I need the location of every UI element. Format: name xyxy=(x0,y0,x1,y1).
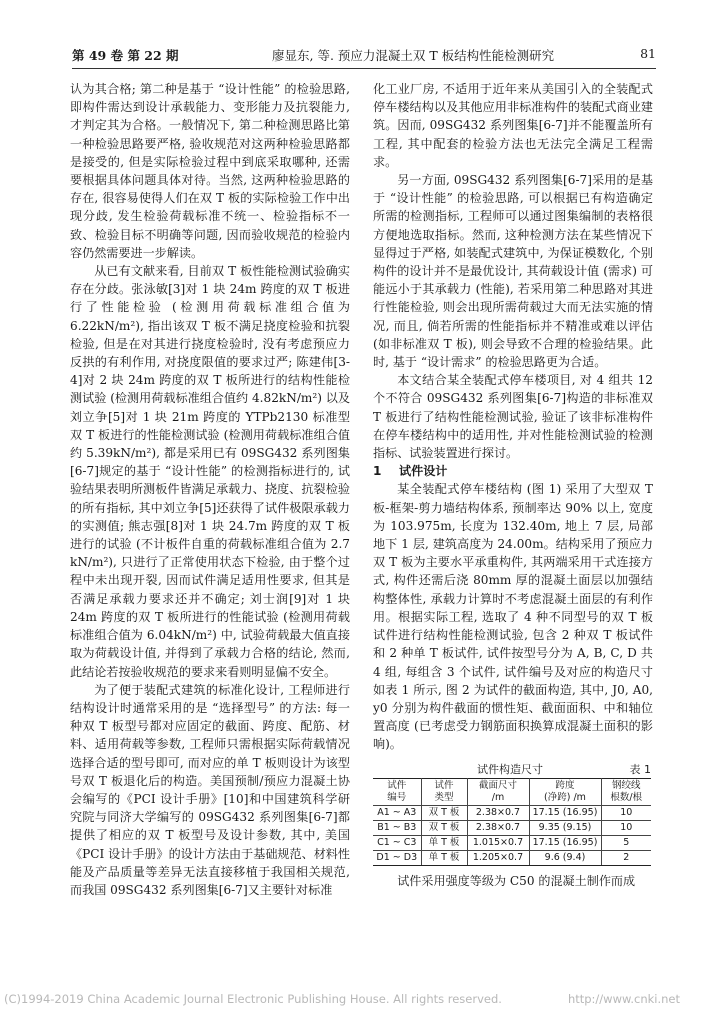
table-header-cell: 试件 编号 xyxy=(373,778,421,805)
table-row xyxy=(373,850,651,865)
table-cell: D1 ~ D3 xyxy=(373,850,421,865)
section-heading xyxy=(373,462,653,480)
table-cell: 10 xyxy=(601,805,651,820)
paragraph: 另一方面, 09SG432 系列图集[6-7]采用的是基于 “设计性能” 的检验思路, 可以根据已有构造确定所需的检测指标, 工程师可以通过图集编制的表格很方便地选取指标。然而, 这种检测方法在某些情况下显得过于严格, 如装配式建筑中, 为保证模数化, 个别构件的设计并不是最优设计, 其荷载设计值 (需求) 可能远小于其承载力 (性能), 若采用第二种思路对其进行性能检验, 则会出现所需荷载过大而无法实施的情况, 而且, 倘若所需的性能指标并不精准或难以评估 (如非标准双 T 板), 则会导致不合理的检验结果。此时, 基于 “设计需求” 的检验思路更为合适。 xyxy=(373,173,653,370)
paragraph: 试件采用强度等级为 C50 的混凝土制作而成 xyxy=(397,873,636,888)
table-row xyxy=(373,805,651,820)
table-cell: 10 xyxy=(601,820,651,835)
table-header-row xyxy=(373,778,651,805)
table-header-cell: 跨度 (净跨) /m xyxy=(529,778,601,805)
cnki-footer xyxy=(0,990,724,1010)
table-cell: 双 T 板 xyxy=(421,805,467,820)
footer-url[interactable]: http://www.cnki.net xyxy=(567,992,680,1006)
running-title: 廖显东, 等. 预应力混凝土双 T 板结构性能检测研究 xyxy=(272,48,555,63)
table-label: 表 1 xyxy=(629,762,651,776)
table-cell: 17.15 (16.95) xyxy=(529,805,601,820)
table-header-cell: 截面尺寸 /m xyxy=(467,778,529,805)
section-number: 1 xyxy=(373,464,382,479)
copyright-notice: (C)1994-2019 China Academic Journal Electronic Publishing House. All rights reserved. xyxy=(4,992,502,1006)
table-cell: 17.15 (16.95) xyxy=(529,835,601,850)
paragraph: 为了便于装配式建筑的标准化设计, 工程师进行结构设计时通常采用的是 “选择型号” 的方法: 每一种双 T 板型号都对应固定的截面、跨度、配筋、材料、适用荷载等参数, 工程师只需根据实际荷载情况选择合适的型号即可, 而对应的单 T 板则设计为该型号双 T 板退化后的构造。美国预制/预应力混凝土协会编写的《PCI 设计手册》[10]和中国建筑科学研究院与同济大学编写的 09SG432 系列图集[6-7]都提供了相应的双 T 板型号及设计参数, 其中, 美国《PCI 设计手册》的设计方法由于基础规范、材料性能及产品质量等差异无法直接移植于我国相关规范, 而我国 09SG432 系列图集[6-7]又主要针对标准 xyxy=(70,682,350,897)
table-cell: 2 xyxy=(601,850,651,865)
header-rule xyxy=(72,68,656,69)
table-row xyxy=(373,835,651,850)
table-cell: 5 xyxy=(601,835,651,850)
table-cell: 1.015×0.7 xyxy=(467,835,529,850)
table-cell: A1 ~ A3 xyxy=(373,805,421,820)
table-cell: 9.35 (9.15) xyxy=(529,820,601,835)
left-column xyxy=(70,80,350,899)
table-header-cell: 试件 类型 xyxy=(421,778,467,805)
paragraph: 从已有文献来看, 目前双 T 板性能检测试验确实存在分歧。张泳敏[3]对 1 块 24m 跨度的双 T 板进行了性能检验 (检测用荷载标准组合值为 6.22kN/m²), 指出该双 T 板不满足挠度检验和抗裂检验, 但是在对其进行挠度检验时, 没有考虑预应力反拱的有利作用, 对挠度限值的要求过严; 陈建伟[3-4]对 2 块 24m 跨度的双 T 板所进行的结构性能检测试验 (检测用荷载标准组合值约 4.82kN/m²) 以及刘立争[5]对 1 块 21m 跨度的 YTPb2130 标准型双 T 板进行的性能检测试验 (检测用荷载标准组合值约 5.39kN/m²), 都是采用已有 09SG432 系列图集[6-7]规定的基于 “设计性能” 的检测指标进行的, 试验结果表明所测板件皆满足承载力、挠度、抗裂检验的所有指标, 其中刘立争[5]还获得了试件极限承载力的实测值; 熊志强[8]对 1 块 24.7m 跨度的双 T 板进行的试验 (不计板件自重的荷载标准组合值为 2.7 kN/m²), 只进行了正常使用状态下检验, 由于整个过程中未出现开裂, 因而试件满足适用性要求, 但其是否满足承载力要求还并不确定; 刘士润[9]对 1 块 24m 跨度的双 T 板所进行的性能试验 (检测用荷载标准组合值为 6.04kN/m²) 中, 试验荷载最大值直接取为荷载设计值, 并得到了承载力合格的结论, 然而, 此结论若按验收规范的要求来看则明显偏不安全。 xyxy=(70,264,350,679)
specimen-table xyxy=(373,778,651,866)
table-caption xyxy=(373,758,653,778)
table-cell: C1 ~ C3 xyxy=(373,835,421,850)
paragraph: 本文结合某全装配式停车楼项目, 对 4 组共 12 个不符合 09SG432 系列图集[6-7]构造的非标准双 T 板进行了结构性能检测试验, 验证了该非标准构件在停车楼结构中的适用性, 并对性能检测试验的检测指标、试验装置进行探讨。 xyxy=(373,373,653,461)
right-column xyxy=(373,80,653,890)
table-cell: 单 T 板 xyxy=(421,850,467,865)
paragraph: 认为其合格; 第二种是基于 “设计性能” 的检验思路, 即构件需达到设计承载能力、变形能力及抗裂能力, 才判定其为合格。一般情况下, 第二种检测思路比第一种检验思路要严格, 验收规范对这两种检验思路都是接受的, 但是实际检验过程中到底采取哪种, 还需要根据具体问题具体对待。当然, 这两种检验思路的存在, 很容易使得人们在双 T 板的实际检验工作中出现分歧, 发生检验荷载标准不统一、检验指标不一致、检验目标不明确等问题, 因而验收规范的检验内容仍然需要进一步解读。 xyxy=(70,82,350,260)
paragraph: 化工业厂房, 不适用于近年来从美国引入的全装配式停车楼结构以及其他应用非标准构件的装配式商业建筑。因而, 09SG432 系列图集[6-7]并不能覆盖所有工程, 其中配套的检验方法也无法完全满足工程需求。 xyxy=(373,82,653,169)
table-cell: 2.38×0.7 xyxy=(467,805,529,820)
table-title: 试件构造尺寸 xyxy=(477,762,543,776)
table-cell: 单 T 板 xyxy=(421,835,467,850)
table-cell: 1.205×0.7 xyxy=(467,850,529,865)
page-number: 81 xyxy=(640,46,656,61)
journal-volume-issue: 第 49 卷 第 22 期 xyxy=(72,48,179,63)
table-cell: 双 T 板 xyxy=(421,820,467,835)
table-row xyxy=(373,820,651,835)
running-header xyxy=(72,40,656,66)
table-cell: 2.38×0.7 xyxy=(467,820,529,835)
table-cell: B1 ~ B3 xyxy=(373,820,421,835)
section-title: 试件设计 xyxy=(399,464,448,479)
table-header-cell: 钢绞线 根数/根 xyxy=(601,778,651,805)
paragraph: 某全装配式停车楼结构 (图 1) 采用了大型双 T 板-框架-剪力墙结构体系, 预制率达 90% 以上, 宽度为 103.975m, 长度为 132.40m, 地上 7 层, 局部地下 1 层, 建筑高度为 24.00m。结构采用了预应力双 T 板为主要水平承重构件, 其两端采用干式连接方式, 构件还需后浇 80mm 厚的混凝土面层以加强结构整体性, 承载力计算时不考虑混凝土面层的有利作用。根据实际工程, 选取了 4 种不同型号的双 T 板试件进行结构性能检测试验, 包含 2 种双 T 板试件和 2 种单 T 板试件, 试件按型号分为 A, B, C, D 共 4 组, 每组含 3 个试件, 试件编号及对应的构造尺寸如表 1 所示, 图 2 为试件的截面构造, 其中, J0, A0, y0 分别为构件截面的惯性矩、截面面积、中和轴位置高度 (已考虑受力钢筋面积换算成混凝土面积的影响)。 xyxy=(373,482,653,752)
table-cell: 9.6 (9.4) xyxy=(529,850,601,865)
